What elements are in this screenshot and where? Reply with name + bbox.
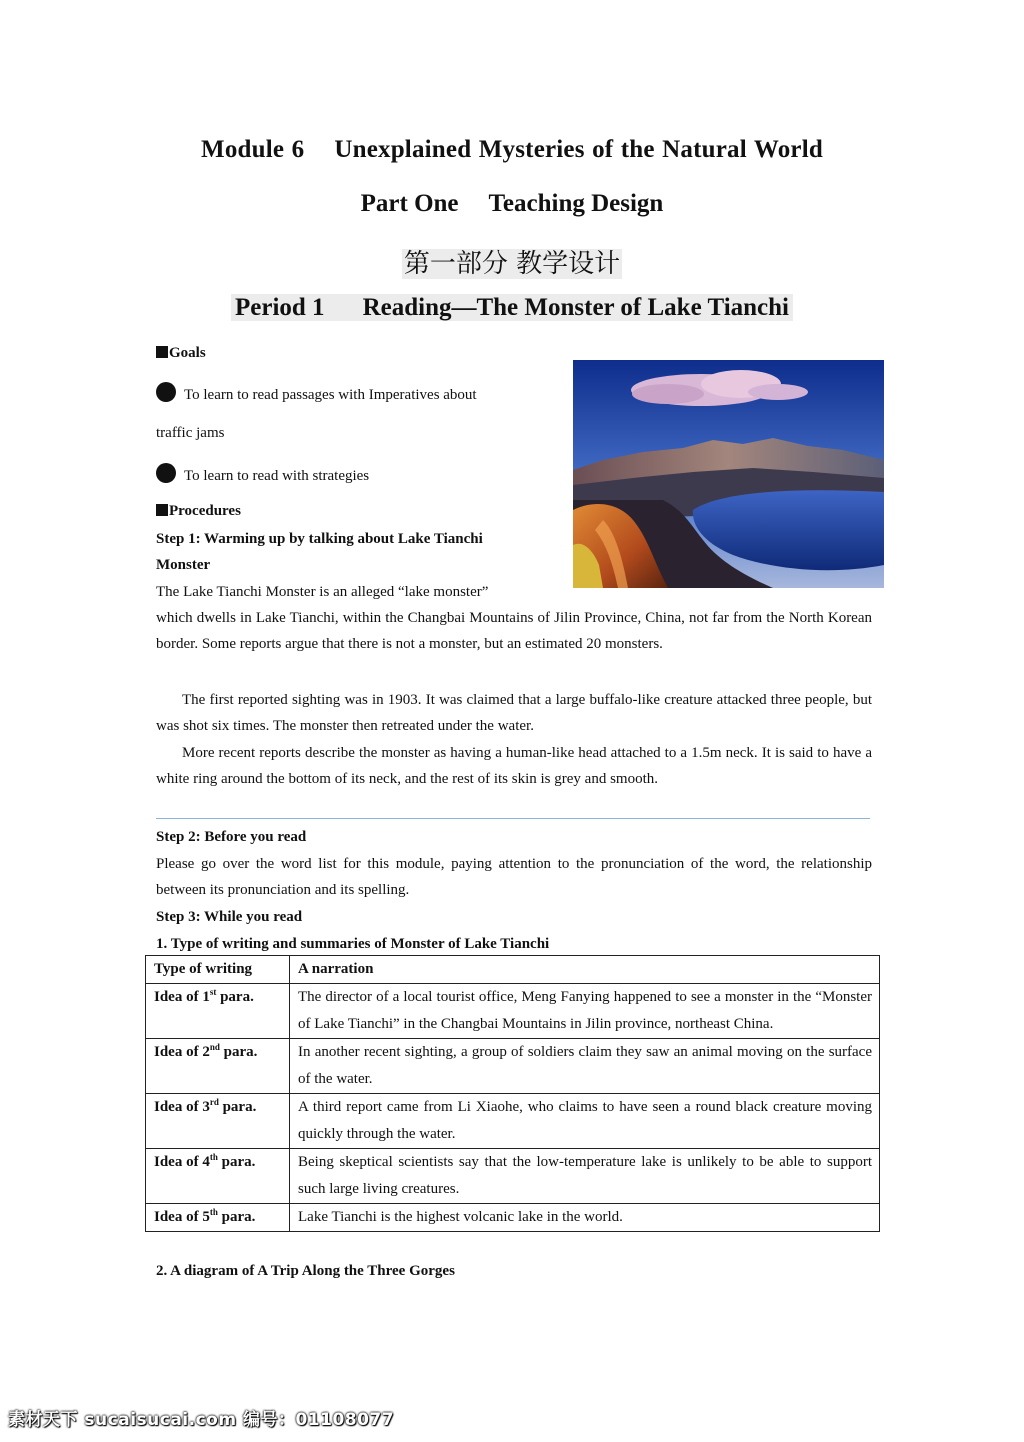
watermark: 素材天下 sucaisucai.com 编号：01108077 <box>8 1410 395 1430</box>
row-label-superscript: th <box>209 1152 218 1162</box>
row-label <box>146 1204 290 1232</box>
table-row <box>146 1039 880 1094</box>
row-label-superscript: st <box>209 987 217 997</box>
lake-landscape-image <box>573 360 884 588</box>
step1-paragraph-3: More recent reports describe the monster as having a human-like head attached to a 1.5m neck. It is said to have a white ring around the bottom of its neck, and the rest of its skin is grey and smooth. <box>156 745 872 787</box>
round-bullet-icon <box>156 382 176 402</box>
row-summary: In another recent sighting, a group of soldiers claim they saw an animal moving on the surface of the water. <box>290 1039 880 1094</box>
goals-heading <box>156 340 206 366</box>
step1-paragraph-2: The first reported sighting was in 1903. It was claimed that a large buffalo-like creature attacked three people, but was shot six times. The monster then retreated under the water. <box>156 692 872 734</box>
period-title <box>0 294 1024 322</box>
summary-table <box>145 955 880 1232</box>
table-row <box>146 984 880 1039</box>
step1-title: Step 1: Warming up by talking about Lake Tianchi <box>156 531 483 547</box>
row-label-text: Idea of 1 <box>154 989 210 1005</box>
step1-intro-line: The Lake Tianchi Monster is an alleged “lake monster” <box>156 584 489 600</box>
table-header-key: Type of writing <box>146 956 290 984</box>
row-summary: The director of a local tourist office, Meng Fanying happened to see a monster in the “Monster of Lake Tianchi” in the Changbai Mountains in Jilin province, northeast China. <box>290 984 880 1039</box>
step1-intro-paragraph: which dwells in Lake Tianchi, within the Changbai Mountains of Jilin Province, China, not far from the North Korean border. Some reports argue that there is not a monster, but an estimated 20 monsters. <box>156 610 872 652</box>
step1-title-cont: Monster <box>156 557 211 573</box>
table-row <box>146 1204 880 1232</box>
row-label <box>146 984 290 1039</box>
row-label <box>146 1094 290 1149</box>
goal-item-1-cont <box>156 420 224 446</box>
row-label <box>146 1149 290 1204</box>
step3-title: Step 3: While you read <box>156 909 303 925</box>
row-label-text: Idea of 5 <box>154 1209 210 1225</box>
row-label-suffix: para. <box>216 989 254 1005</box>
square-bullet-icon <box>156 346 168 358</box>
goal-item-1-text: To learn to read passages with Imperatives about <box>184 387 477 403</box>
goals-heading-text: Goals <box>169 345 206 361</box>
row-label-text: Idea of 2 <box>154 1044 210 1060</box>
step2-title: Step 2: Before you read <box>156 829 307 845</box>
goal-item-1-cont-text: traffic jams <box>156 425 225 441</box>
row-label-superscript: th <box>209 1207 218 1217</box>
goal-item-2 <box>156 463 369 489</box>
part-title-chinese <box>0 243 1024 280</box>
part-title-chinese-text: 第一部分 教学设计 <box>403 249 621 279</box>
lake-tianchi-photo <box>573 360 884 588</box>
module-name: Unexplained Mysteries of the Natural World <box>334 136 823 163</box>
part-name: Teaching Design <box>488 190 664 217</box>
square-bullet-icon <box>156 504 168 516</box>
table-header-row <box>146 956 880 984</box>
row-summary: A third report came from Li Xiaohe, who claims to have seen a round black creature moving quickly through the water. <box>290 1094 880 1149</box>
row-summary: Lake Tianchi is the highest volcanic lake in the world. <box>290 1204 880 1232</box>
row-label-text: Idea of 3 <box>154 1099 210 1115</box>
step3-subheading-2: 2. A diagram of A Trip Along the Three Gorges <box>156 1263 455 1279</box>
module-title <box>0 136 1024 164</box>
part-number: Part One <box>360 190 459 217</box>
procedures-heading <box>156 498 241 524</box>
row-label <box>146 1039 290 1094</box>
row-label-superscript: nd <box>209 1042 220 1052</box>
period-name: Reading—The Monster of Lake Tianchi <box>362 294 790 321</box>
module-number: Module 6 <box>201 136 305 163</box>
row-label-suffix: para. <box>219 1044 258 1060</box>
table-row <box>146 1149 880 1204</box>
row-summary: Being skeptical scientists say that the low-temperature lake is unlikely to be able to support such large living creatures. <box>290 1149 880 1204</box>
row-label-suffix: para. <box>217 1209 256 1225</box>
goal-item-2-text: To learn to read with strategies <box>184 468 370 484</box>
section-divider <box>156 818 870 819</box>
step3-subheading-1: 1. Type of writing and summaries of Monster of Lake Tianchi <box>156 936 550 952</box>
round-bullet-icon <box>156 463 176 483</box>
row-label-text: Idea of 4 <box>154 1154 210 1170</box>
goal-item-1 <box>156 382 477 408</box>
table-row <box>146 1094 880 1149</box>
step2-text: Please go over the word list for this module, paying attention to the pronunciation of the word, the relationship between its pronunciation and its spelling. <box>156 856 872 898</box>
row-label-suffix: para. <box>218 1099 257 1115</box>
row-label-suffix: para. <box>217 1154 256 1170</box>
procedures-heading-text: Procedures <box>169 503 241 519</box>
row-label-superscript: rd <box>209 1097 219 1107</box>
table-header-value: A narration <box>290 956 880 984</box>
part-title <box>0 190 1024 218</box>
period-number: Period 1 <box>234 294 325 321</box>
